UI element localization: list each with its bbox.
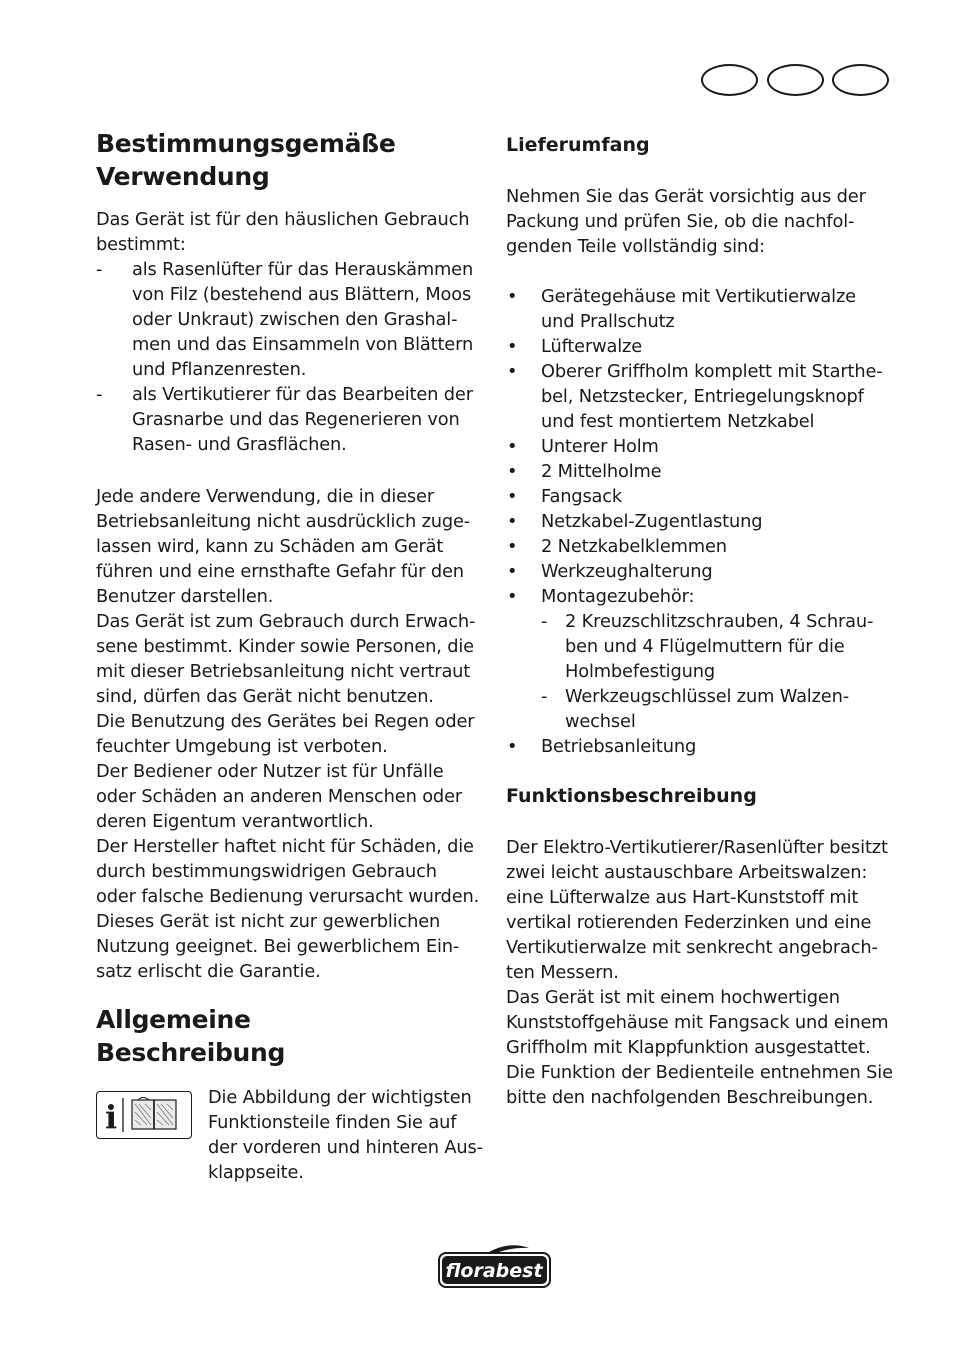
- text-line: wechsel: [565, 711, 636, 732]
- text-line: oder falsche Bedienung verursacht wurden.: [96, 886, 480, 907]
- heading-allgemeine-beschreibung: [96, 1003, 285, 1069]
- heading-funktionsbeschreibung: Funktionsbeschreibung: [506, 785, 757, 807]
- use-list-item: [96, 382, 473, 457]
- text-line: Das Gerät ist zum Gebrauch durch Erwach-: [96, 611, 476, 632]
- text-line: genden Teile vollständig sind:: [506, 236, 765, 257]
- text-line: Rasen- und Grasflächen.: [132, 434, 347, 455]
- text-line: Lüfterwalze: [541, 336, 643, 357]
- text-line: mit dieser Betriebsanleitung nicht vertraut: [96, 661, 471, 682]
- text-line: Der Bediener oder Nutzer ist für Unfälle: [96, 761, 444, 782]
- text-line: deren Eigentum verantwortlich.: [96, 811, 374, 832]
- text-line: Das Gerät ist mit einem hochwertigen: [506, 987, 840, 1008]
- text-line: Kunststoffgehäuse mit Fangsack und einem: [506, 1012, 889, 1033]
- contents-list-item: [506, 484, 883, 509]
- contents-list-item: [506, 334, 883, 359]
- list-marker: -: [96, 384, 103, 405]
- heading-line: Bestimmungsgemäße: [96, 129, 396, 158]
- text-line: Unterer Holm: [541, 436, 659, 457]
- text-line: bestimmt:: [96, 234, 186, 255]
- use-list: [96, 257, 473, 457]
- contents-list-item: [506, 434, 883, 459]
- text-line: eine Lüfterwalze aus Hart-Kunststoff mit: [506, 887, 859, 908]
- text-line: ben und 4 Flügelmuttern für die: [565, 636, 845, 657]
- contents-list-item: [506, 509, 883, 534]
- contents-list-item: [506, 734, 883, 759]
- contents-list-item: [506, 359, 883, 434]
- text-line: Holmbefestigung: [565, 661, 715, 682]
- text-line: Montagezubehör:: [541, 586, 695, 607]
- text-line: Der Elektro-Vertikutierer/Rasenlüfter besitzt: [506, 837, 888, 858]
- text-line: als Vertikutierer für das Bearbeiten der: [132, 384, 473, 405]
- text-line: klappseite.: [208, 1162, 304, 1183]
- text-line: der vorderen und hinteren Aus-: [208, 1137, 483, 1158]
- text-line: als Rasenlüfter für das Herauskämmen: [132, 259, 474, 280]
- text-line: zwei leicht austauschbare Arbeitswalzen:: [506, 862, 868, 883]
- text-line: Fangsack: [541, 486, 623, 507]
- text-line: bel, Netzstecker, Entriegelungsknopf: [541, 386, 864, 407]
- text-line: Nehmen Sie das Gerät vorsichtig aus der: [506, 186, 866, 207]
- language-ovals: [701, 64, 891, 100]
- list-marker: •: [507, 436, 518, 457]
- language-oval-3: [832, 64, 889, 96]
- sub-list-item: [506, 684, 883, 734]
- contents-list-item: [506, 459, 883, 484]
- list-marker: •: [507, 511, 518, 532]
- text-line: Die Abbildung der wichtigsten: [208, 1087, 472, 1108]
- text-line: Der Hersteller haftet nicht für Schäden, die: [96, 836, 474, 857]
- list-marker: •: [507, 461, 518, 482]
- text-line: Netzkabel-Zugentlastung: [541, 511, 763, 532]
- text-line: durch bestimmungswidrigen Gebrauch: [96, 861, 437, 882]
- text-line: und Pflanzenresten.: [132, 359, 307, 380]
- text-line: Packung und prüfen Sie, ob die nachfol-: [506, 211, 855, 232]
- text-line: Dieses Gerät ist nicht zur gewerblichen: [96, 911, 441, 932]
- text-line: bitte den nachfolgenden Beschreibungen.: [506, 1087, 874, 1108]
- text-line: feuchter Umgebung ist verboten.: [96, 736, 388, 757]
- text-line: Werkzeughalterung: [541, 561, 713, 582]
- lieferumfang-intro: [506, 184, 866, 259]
- text-line: Betriebsanleitung nicht ausdrücklich zuge-: [96, 511, 471, 532]
- funktion-text: [506, 835, 893, 1110]
- heading-bestimmungsgemaesse-verwendung: [96, 127, 396, 193]
- text-line: Die Funktion der Bedienteile entnehmen Sie: [506, 1062, 893, 1083]
- text-line: men und das Einsammeln von Blättern: [132, 334, 474, 355]
- use-list-item: [96, 257, 473, 382]
- logo-text: florabest: [445, 1260, 543, 1282]
- text-line: Werkzeugschlüssel zum Walzen-: [565, 686, 849, 707]
- text-line: Funktionsteile finden Sie auf: [208, 1112, 457, 1133]
- text-line: führen und eine ernsthafte Gefahr für den: [96, 561, 464, 582]
- heading-line: Allgemeine: [96, 1005, 251, 1034]
- text-line: 2 Kreuzschlitzschrauben, 4 Schrau-: [565, 611, 874, 632]
- text-line: vertikal rotierenden Federzinken und eine: [506, 912, 872, 933]
- sub-list: [506, 609, 883, 734]
- intro-paragraph: [96, 207, 469, 257]
- text-line: Grasnarbe und das Regenerieren von: [132, 409, 460, 430]
- text-line: 2 Mittelholme: [541, 461, 662, 482]
- language-oval-1: [701, 64, 758, 96]
- list-marker: •: [507, 561, 518, 582]
- list-marker: -: [541, 611, 548, 632]
- heading-line: Verwendung: [96, 162, 270, 191]
- text-line: und Prallschutz: [541, 311, 675, 332]
- list-marker: •: [507, 336, 518, 357]
- text-line: satz erlischt die Garantie.: [96, 961, 321, 982]
- heading-line: Beschreibung: [96, 1038, 286, 1067]
- usage-body-text: [96, 484, 479, 984]
- info-icon-letter: i: [105, 1098, 118, 1136]
- list-marker: -: [96, 259, 103, 280]
- text-line: 2 Netzkabelklemmen: [541, 536, 727, 557]
- text-line: Das Gerät ist für den häuslichen Gebrauch: [96, 209, 470, 230]
- text-line: Betriebsanleitung: [541, 736, 697, 757]
- contents-list: [506, 284, 883, 759]
- text-line: Jede andere Verwendung, die in dieser: [96, 486, 434, 507]
- text-line: und fest montiertem Netzkabel: [541, 411, 815, 432]
- language-oval-2: [767, 64, 824, 96]
- text-line: von Filz (bestehend aus Blättern, Moos: [132, 284, 472, 305]
- list-marker: •: [507, 736, 518, 757]
- list-marker: -: [541, 686, 548, 707]
- contents-list-item: [506, 534, 883, 559]
- text-line: oder Unkraut) zwischen den Grashal-: [132, 309, 458, 330]
- contents-list-item: [506, 584, 883, 609]
- text-line: Nutzung geeignet. Bei gewerblichem Ein-: [96, 936, 460, 957]
- text-line: Oberer Griffholm komplett mit Starthe-: [541, 361, 883, 382]
- text-line: Griffholm mit Klappfunktion ausgestattet.: [506, 1037, 871, 1058]
- heading-lieferumfang: Lieferumfang: [506, 134, 650, 156]
- list-marker: •: [507, 486, 518, 507]
- text-line: Gerätegehäuse mit Vertikutierwalze: [541, 286, 856, 307]
- list-marker: •: [507, 361, 518, 382]
- contents-list-item: [506, 559, 883, 584]
- info-book-icon: [96, 1091, 192, 1139]
- list-marker: •: [507, 586, 518, 607]
- sub-list-item: [506, 609, 883, 684]
- text-line: Vertikutierwalze mit senkrecht angebrach-: [506, 937, 878, 958]
- text-line: Die Benutzung des Gerätes bei Regen oder: [96, 711, 475, 732]
- contents-list-item: [506, 284, 883, 334]
- florabest-logo: [437, 1243, 553, 1290]
- info-text: [208, 1085, 493, 1185]
- text-line: Benutzer darstellen.: [96, 586, 274, 607]
- text-line: sind, dürfen das Gerät nicht benutzen.: [96, 686, 434, 707]
- list-marker: •: [507, 536, 518, 557]
- text-line: lassen wird, kann zu Schäden am Gerät: [96, 536, 444, 557]
- text-line: oder Schäden an anderen Menschen oder: [96, 786, 463, 807]
- text-line: sene bestimmt. Kinder sowie Personen, die: [96, 636, 474, 657]
- text-line: ten Messern.: [506, 962, 619, 983]
- list-marker: •: [507, 286, 518, 307]
